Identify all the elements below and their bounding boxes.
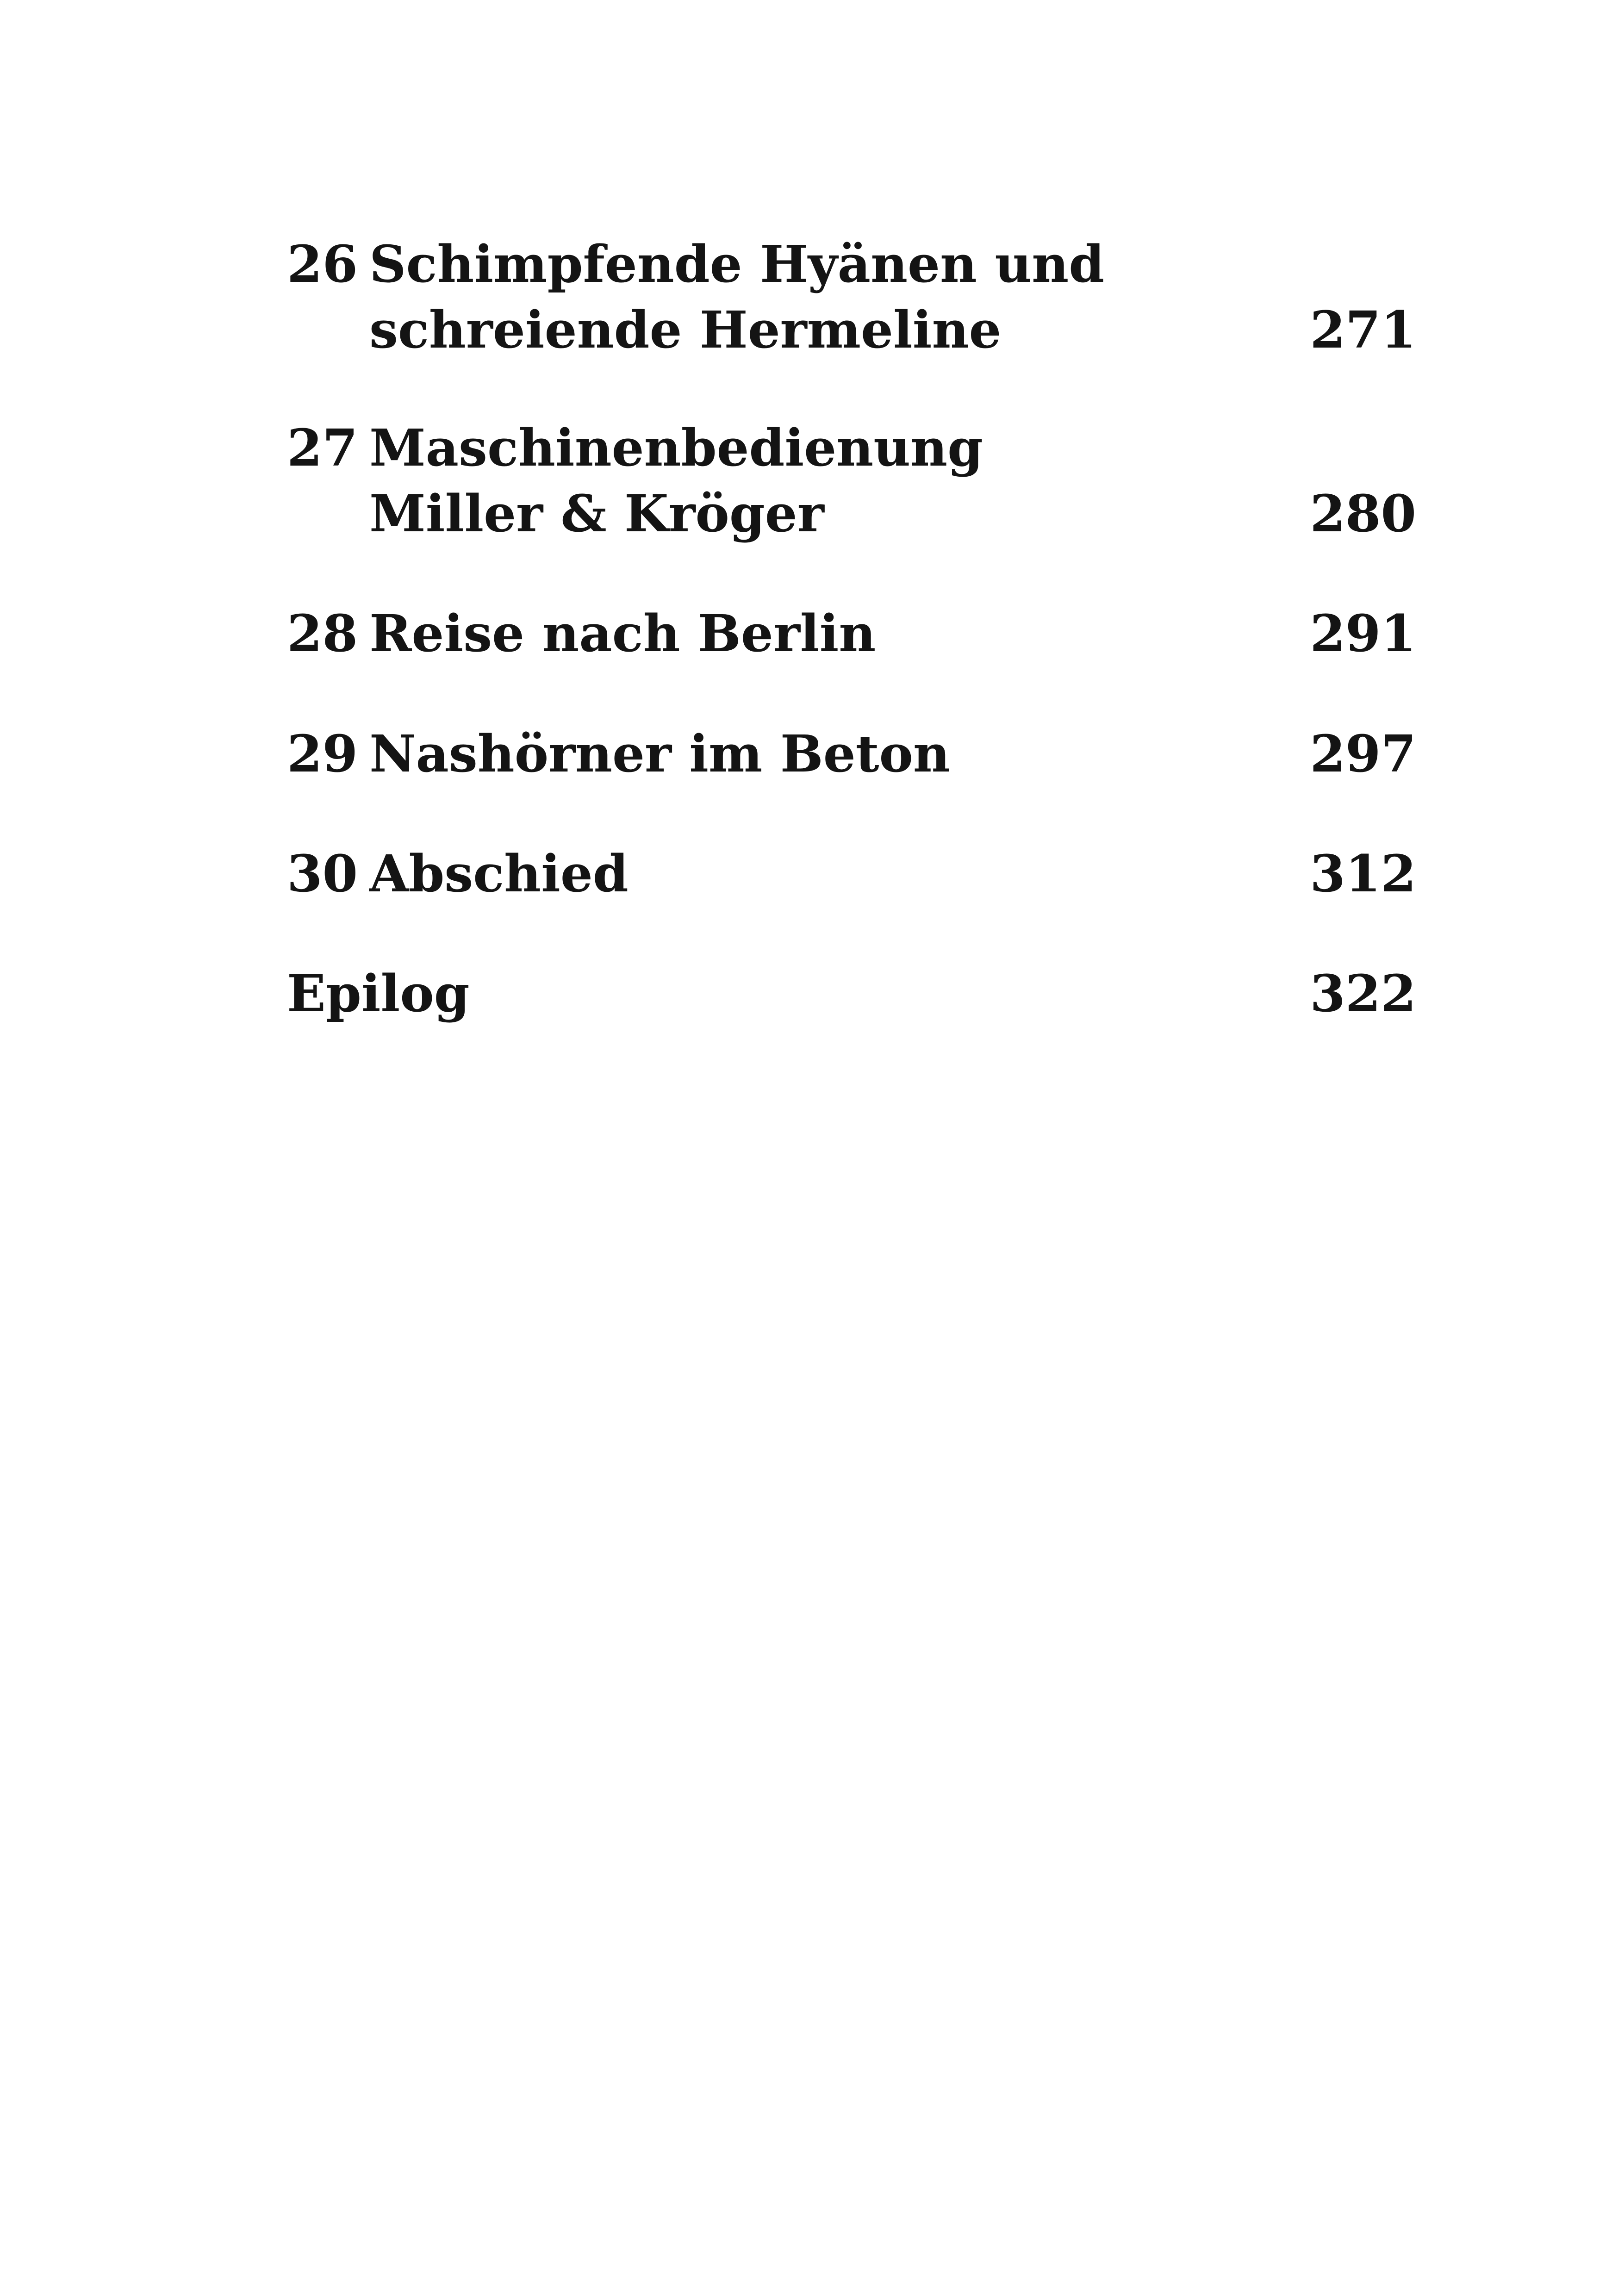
chapter-title	[369, 415, 983, 547]
chapter-number: 29	[287, 724, 358, 784]
chapter-number: 26	[287, 234, 358, 294]
page-number: 291	[1310, 604, 1416, 663]
chapter-title	[287, 961, 470, 1027]
toc-entry-29	[287, 721, 1416, 787]
chapter-title-line: Abschied	[369, 844, 629, 903]
chapter-title	[369, 721, 950, 787]
chapter-title-line: Schimpfende Hyänen und	[369, 234, 1105, 294]
chapter-number: 27	[287, 418, 358, 478]
page-number: 297	[1310, 724, 1416, 784]
page-number: 271	[1310, 300, 1416, 360]
chapter-title-line: Maschinenbedienung	[369, 418, 983, 478]
page-number: 312	[1310, 844, 1416, 903]
chapter-title	[369, 841, 629, 907]
chapter-title-line: schreiende Hermeline	[369, 300, 1002, 360]
page-number: 322	[1310, 964, 1416, 1023]
toc-entry-27	[287, 415, 1416, 547]
chapter-title-line: Reise nach Berlin	[369, 604, 876, 663]
toc-entry-26	[287, 231, 1416, 363]
chapter-title-line: Nashörner im Beton	[369, 724, 950, 784]
chapter-title-line: Miller & Kröger	[369, 484, 824, 543]
page-number: 280	[1310, 484, 1416, 543]
chapter-title	[369, 601, 876, 666]
toc-entry-28	[287, 601, 1416, 666]
chapter-title-line: Epilog	[287, 964, 470, 1023]
chapter-title	[369, 231, 1104, 363]
chapter-number: 28	[287, 604, 358, 663]
toc-entry-30	[287, 841, 1416, 907]
toc-entry-epilog	[287, 961, 1416, 1027]
chapter-number: 30	[287, 844, 358, 903]
